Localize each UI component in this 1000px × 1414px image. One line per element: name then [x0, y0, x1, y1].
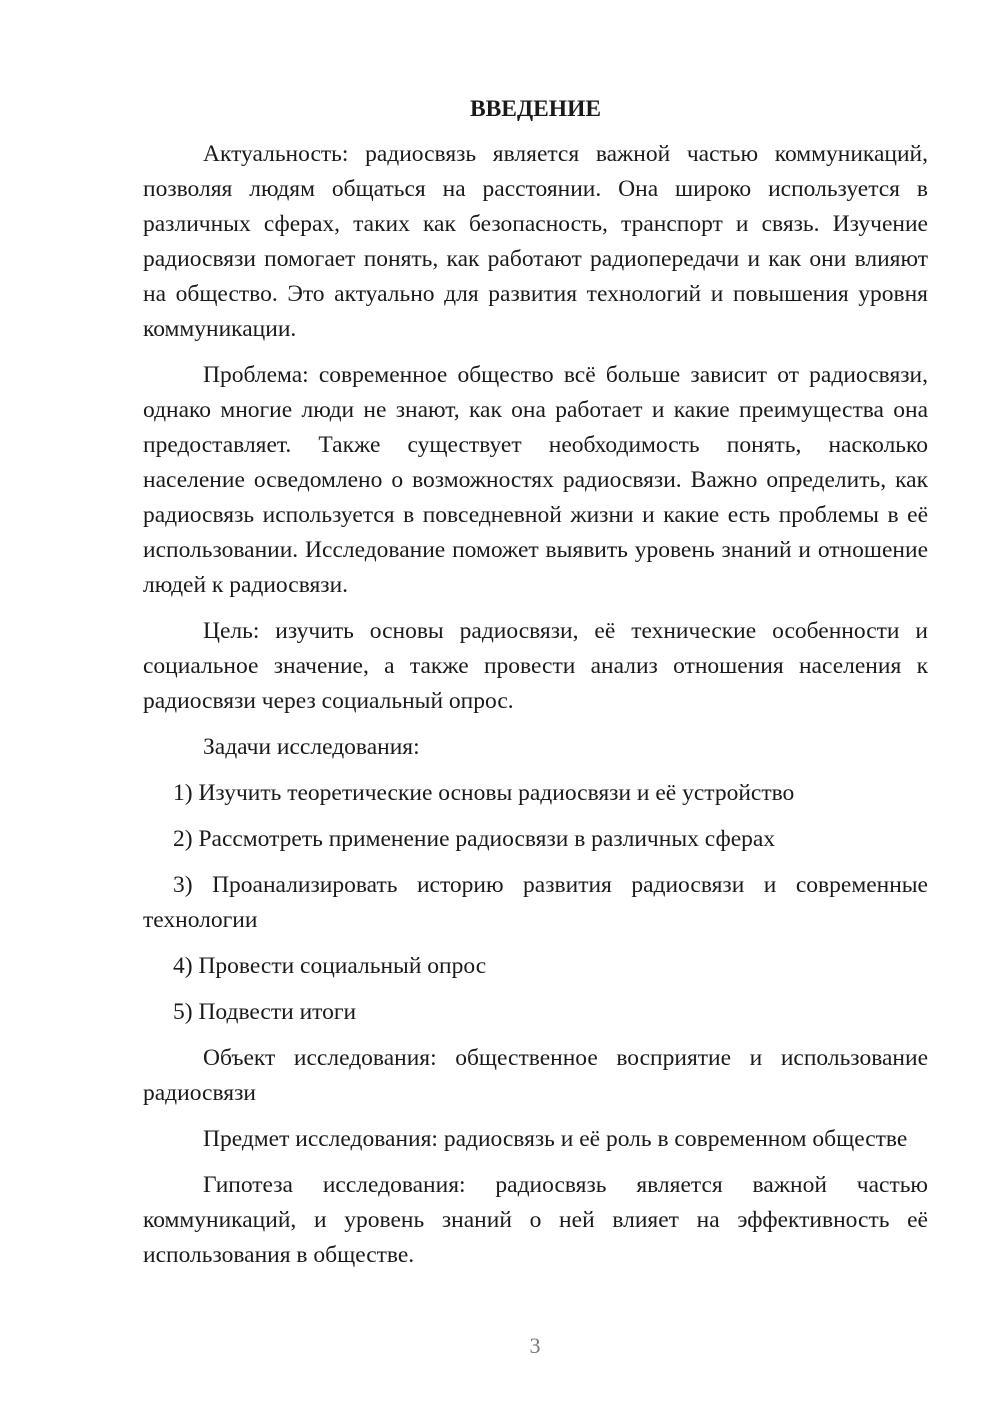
paragraph-hypothesis: Гипотеза исследования: радиосвязь является важной частью коммуникаций, и уровень знаний о ней влияет на эффективность её использования в обществе. [143, 1172, 928, 1268]
task-item-4: 4) Провести социальный опрос [173, 953, 487, 979]
paragraph-relevance: Актуальность: радиосвязь является важной частью коммуникаций, позволяя людям общаться на расстоянии. Она широко используется в различных сферах, таких как безопасность, транспорт и связь. Изучение радиосвязи помогает понять, как работают радиопередачи и как они влияют на общество. Это актуально для развития технологий и повышения уровня коммуникации. [143, 141, 928, 342]
paragraph-goal: Цель: изучить основы радиосвязи, её технические особенности и социальное значение, а также провести анализ отношения населения к радиосвязи через социальный опрос. [143, 618, 928, 714]
task-item-2: 2) Рассмотреть применение радиосвязи в различных сферах [173, 826, 776, 852]
page-number: 3 [529, 1333, 541, 1358]
page-title: ВВЕДЕНИЕ [469, 96, 602, 122]
task-item-1: 1) Изучить теоретические основы радиосвязи и её устройство [173, 780, 795, 806]
task-item-5: 5) Подвести итоги [173, 999, 357, 1025]
page-content [143, 92, 928, 1284]
tasks-heading: Задачи исследования: [203, 734, 420, 760]
paragraph-object: Объект исследования: общественное восприятие и использование радиосвязи [143, 1045, 928, 1106]
paragraph-subject: Предмет исследования: радиосвязь и её роль в современном обществе [203, 1126, 908, 1152]
task-item-3: 3) Проанализировать историю развития радиосвязи и современные технологии [143, 872, 928, 933]
paragraph-problem: Проблема: современное общество всё больше зависит от радиосвязи, однако многие люди не знают, как она работает и какие преимущества она предоставляет. Также существует необходимость понять, насколько население осведомлено о возможностях радиосвязи. Важно определить, как радиосвязь используется в повседневной жизни и какие есть проблемы в её использовании. Исследование поможет выявить уровень знаний и отношение людей к радиосвязи. [143, 362, 928, 598]
